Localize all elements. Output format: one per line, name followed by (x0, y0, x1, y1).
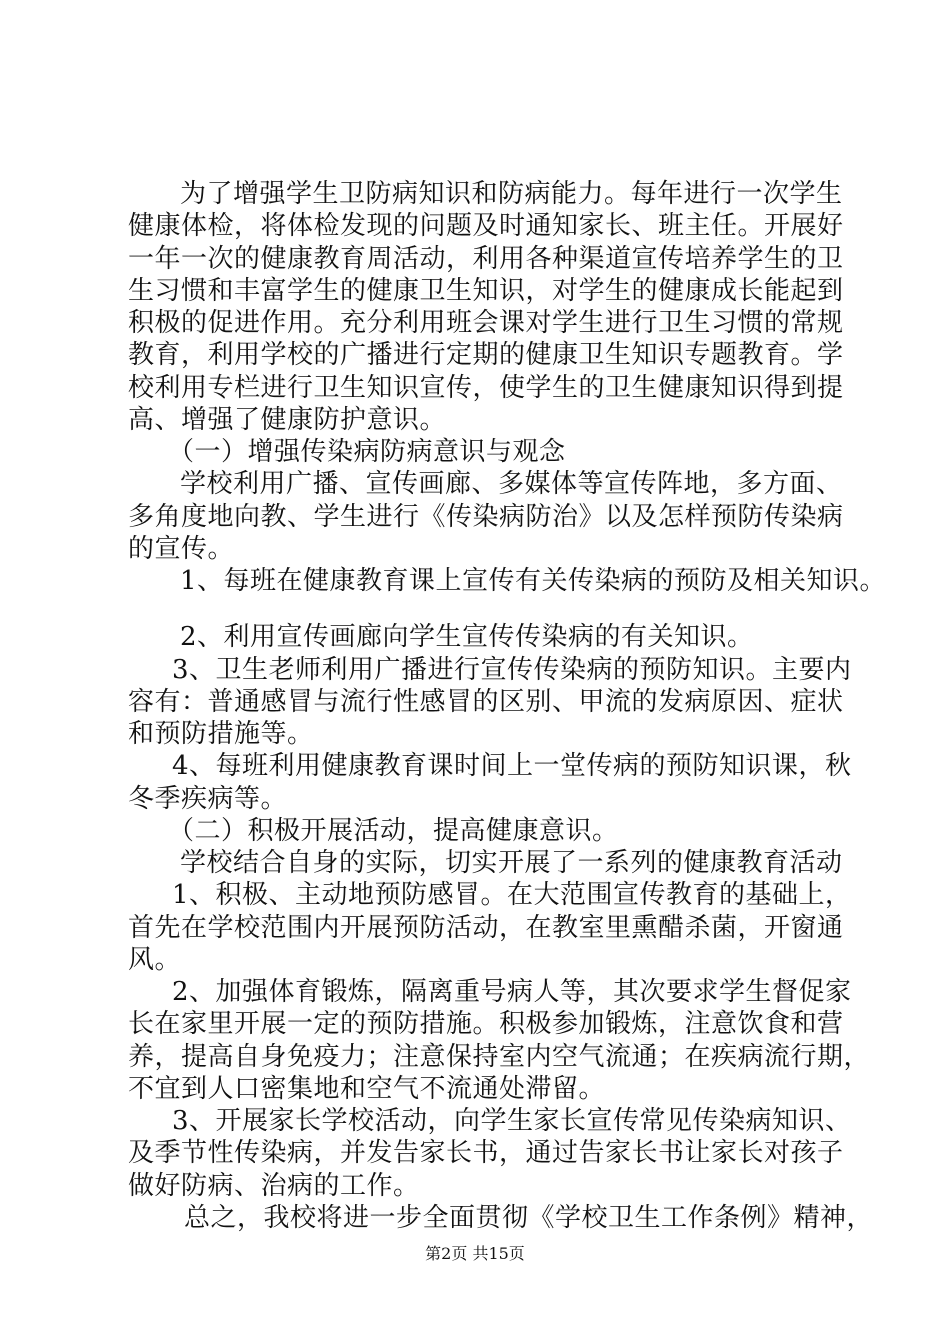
paragraph-line: 生习惯和丰富学生的健康卫生知识，对学生的健康成长能起到 (128, 276, 844, 306)
paragraph-line: 高、增强了健康防护意识。 (128, 405, 447, 435)
paragraph-line: 冬季疾病等。 (128, 784, 288, 814)
list-item: 3、开展家长学校活动，向学生家长宣传常见传染病知识、 (172, 1106, 852, 1136)
paragraph-line: 教育，利用学校的广播进行定期的健康卫生知识专题教育。学 (128, 340, 844, 370)
section-heading: （二）积极开展活动，提高健康意识。 (168, 816, 619, 846)
paragraph-line: 一年一次的健康教育周活动，利用各种渠道宣传培养学生的卫 (128, 244, 844, 274)
paragraph-line: 积极的促进作用。充分利用班会课对学生进行卫生习惯的常规 (128, 308, 844, 338)
paragraph-line: 长在家里开展一定的预防措施。积极参加锻炼，注意饮食和营 (128, 1009, 844, 1039)
paragraph-line: 首先在学校范围内开展预防活动，在教室里熏醋杀菌，开窗通 (128, 913, 844, 943)
paragraph-line: 学校利用广播、宣传画廊、多媒体等宣传阵地，多方面、 (180, 469, 843, 499)
list-item: 1、每班在健康教育课上宣传有关传染病的预防及相关知识。 (180, 566, 887, 596)
paragraph-line: 不宜到人口密集地和空气不流通处滞留。 (128, 1074, 606, 1104)
list-item: 3、卫生老师利用广播进行宣传传染病的预防知识。主要内 (172, 655, 852, 685)
paragraph-line: 健康体检，将体检发现的问题及时通知家长、班主任。开展好 (128, 211, 844, 241)
list-item: 4、每班利用健康教育课时间上一堂传病的预防知识课，秋 (172, 751, 852, 781)
paragraph-line: 为了增强学生卫防病知识和防病能力。每年进行一次学生 (180, 179, 843, 209)
paragraph-line: 校利用专栏进行卫生知识宣传，使学生的卫生健康知识得到提 (128, 373, 844, 403)
list-item: 1、积极、主动地预防感冒。在大范围宣传教育的基础上， (172, 880, 852, 910)
paragraph-line: 和预防措施等。 (128, 719, 314, 749)
paragraph-line: 学校结合自身的实际，切实开展了一系列的健康教育活动 (180, 848, 843, 878)
list-item: 2、加强体育锻炼，隔离重号病人等，其次要求学生督促家 (172, 977, 852, 1007)
page-footer: 第2页 共15页 (425, 1244, 525, 1263)
paragraph-line: 养，提高自身免疫力；注意保持室内空气流通；在疾病流行期， (128, 1042, 871, 1072)
paragraph-line: 多角度地向教、学生进行《传染病防治》以及怎样预防传染病 (128, 502, 844, 532)
paragraph-line: 风。 (128, 945, 182, 975)
paragraph-line: 及季节性传染病，并发告家长书，通过告家长书让家长对孩子 (128, 1138, 844, 1168)
paragraph-line: 的宣传。 (128, 534, 235, 564)
paragraph-line: 容有：普通感冒与流行性感冒的区别、甲流的发病原因、症状 (128, 687, 844, 717)
paragraph-line: 总之，我校将进一步全面贯彻《学校卫生工作条例》精神， (184, 1203, 874, 1233)
section-heading: （一）增强传染病防病意识与观念 (168, 437, 566, 467)
paragraph-line: 做好防病、治病的工作。 (128, 1171, 420, 1201)
list-item: 2、利用宣传画廊向学生宣传传染病的有关知识。 (180, 622, 754, 652)
